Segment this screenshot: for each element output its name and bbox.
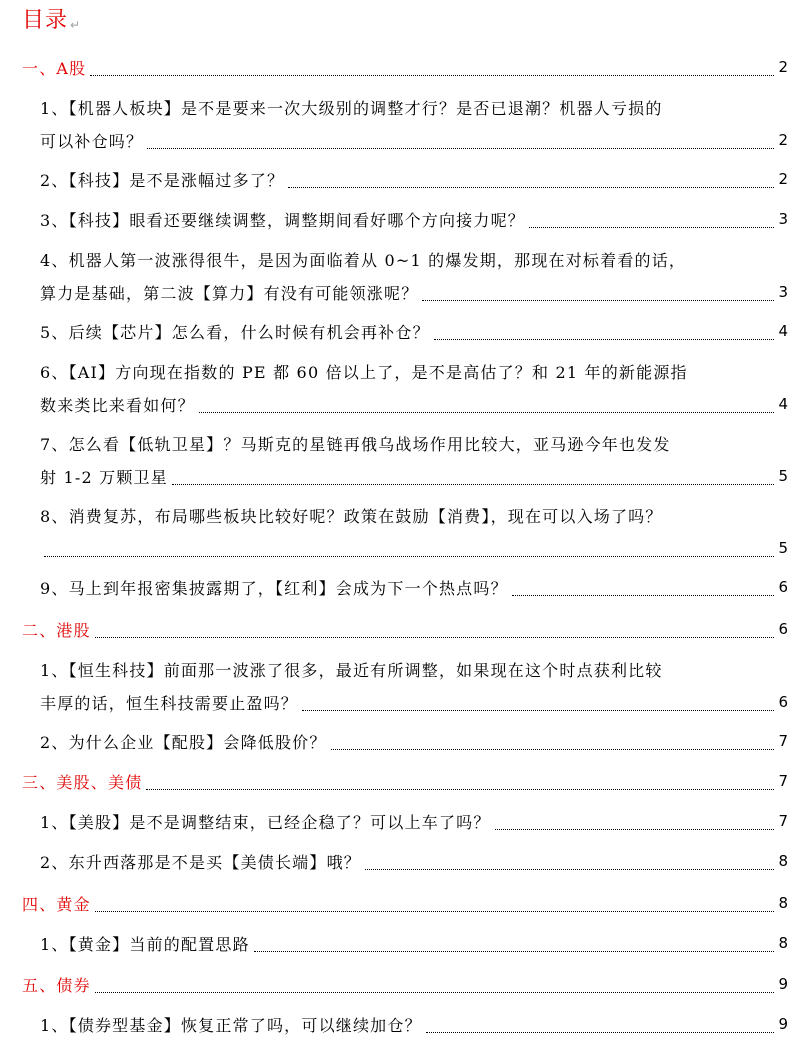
dot-leader xyxy=(434,339,775,340)
page-number: 8 xyxy=(778,852,788,870)
item-text: 1、【黄金】当前的配置思路 xyxy=(40,935,250,954)
dot-leader xyxy=(495,829,775,830)
item-text: 3、【科技】眼看还要继续调整，调整期间看好哪个方向接力呢？ xyxy=(40,211,525,230)
dot-leader xyxy=(426,1032,775,1033)
dot-leader xyxy=(331,749,775,750)
item-text: 2、东升西落那是不是买【美债长端】哦？ xyxy=(40,853,361,872)
toc-item[interactable] xyxy=(40,654,788,720)
item-text-line1: 1、【机器人板块】是不是要来一次大级别的调整才行？是否已退潮？机器人亏损的 xyxy=(40,99,663,118)
item-text-line1: 8、消费复苏，布局哪些板块比较好呢？政策在鼓励【消费】，现在可以入场了吗？ xyxy=(40,507,663,526)
dot-leader xyxy=(44,556,774,557)
toc-item[interactable] xyxy=(40,928,788,961)
dot-leader xyxy=(95,911,775,912)
item-text-line1: 6、【AI】方向现在指数的 PE 都 60 倍以上了，是不是高估了？和 21 年的新能源指 xyxy=(40,363,688,382)
item-text: 9、马上到年报密集披露期了，【红利】会成为下一个热点吗？ xyxy=(40,579,508,598)
toc-item[interactable] xyxy=(40,572,788,605)
toc-item[interactable] xyxy=(40,356,788,422)
dot-leader xyxy=(146,789,774,790)
toc-item[interactable] xyxy=(40,1009,788,1042)
item-text-line1: 4、机器人第一波涨得很牛，是因为面临着从 0~1 的爆发期，那现在对标着看的话， xyxy=(40,251,687,270)
page-number: 4 xyxy=(778,395,788,413)
toc-item[interactable] xyxy=(40,726,788,759)
page-number: 9 xyxy=(778,975,788,993)
item-text-line2: 数来类比来看如何？ xyxy=(40,396,195,415)
item-text: 1、【美股】是不是调整结束，已经企稳了？可以上车了吗？ xyxy=(40,813,491,832)
dot-leader xyxy=(199,412,775,413)
paragraph-mark-icon: ↵ xyxy=(70,18,82,32)
item-text-line2: 丰厚的话，恒生科技需要止盈吗？ xyxy=(40,694,299,713)
page-number: 7 xyxy=(778,772,788,790)
page-number: 5 xyxy=(778,539,788,557)
toc-title xyxy=(22,6,81,40)
dot-leader xyxy=(172,484,775,485)
toc-item[interactable] xyxy=(40,500,788,566)
dot-leader xyxy=(422,300,774,301)
item-text-line1: 7、怎么看【低轨卫星】？马斯克的星链再俄乌战场作用比较大，亚马逊今年也发发 xyxy=(40,435,671,454)
page-number: 2 xyxy=(778,131,788,149)
page-number: 6 xyxy=(778,620,788,638)
section-label: 三、美股、美债 xyxy=(22,773,143,792)
dot-leader xyxy=(147,148,774,149)
toc-item[interactable] xyxy=(40,204,788,237)
toc-section-bonds[interactable] xyxy=(22,969,788,1002)
toc-title-text: 目录 xyxy=(22,8,69,33)
page-number: 7 xyxy=(778,732,788,750)
toc-item[interactable] xyxy=(40,316,788,349)
item-text-line2: 可以补仓吗？ xyxy=(40,132,144,151)
toc-item[interactable] xyxy=(40,92,788,158)
dot-leader xyxy=(302,710,774,711)
page-number: 3 xyxy=(778,283,788,301)
item-text-line2: 算力是基础，第二波【算力】有没有可能领涨呢？ xyxy=(40,284,419,303)
page-number: 7 xyxy=(778,812,788,830)
section-label: 五、债券 xyxy=(22,976,91,995)
toc-item[interactable] xyxy=(40,428,788,494)
item-text-line2: 射 1-2 万颗卫星 xyxy=(40,468,168,487)
toc-section-gold[interactable] xyxy=(22,888,788,921)
dot-leader xyxy=(254,951,775,952)
page-number: 6 xyxy=(778,578,788,596)
page-number: 9 xyxy=(778,1015,788,1033)
dot-leader xyxy=(95,637,775,638)
page-number: 2 xyxy=(778,170,788,188)
page-number: 6 xyxy=(778,693,788,711)
section-label: 二、港股 xyxy=(22,621,91,640)
item-text: 2、【科技】是不是涨幅过多了？ xyxy=(40,171,285,190)
toc-item[interactable] xyxy=(40,164,788,197)
item-text: 1、【债券型基金】恢复正常了吗，可以继续加仓？ xyxy=(40,1016,422,1035)
section-label: 一、A股 xyxy=(22,59,87,78)
toc-item[interactable] xyxy=(40,806,788,839)
page-number: 5 xyxy=(778,467,788,485)
toc-item[interactable] xyxy=(40,846,788,879)
dot-leader xyxy=(90,75,774,76)
page-number: 8 xyxy=(778,894,788,912)
section-label: 四、黄金 xyxy=(22,895,91,914)
page-number: 2 xyxy=(778,58,788,76)
page-number: 3 xyxy=(778,210,788,228)
page-number: 8 xyxy=(778,934,788,952)
toc-section-us-stocks-bonds[interactable] xyxy=(22,766,788,799)
dot-leader xyxy=(288,187,774,188)
dot-leader xyxy=(365,869,774,870)
dot-leader xyxy=(512,595,775,596)
item-text: 5、后续【芯片】怎么看，什么时候有机会再补仓？ xyxy=(40,323,430,342)
dot-leader xyxy=(529,227,774,228)
toc-section-hk-shares[interactable] xyxy=(22,614,788,647)
dot-leader xyxy=(95,992,775,993)
toc-item[interactable] xyxy=(40,244,788,310)
page-number: 4 xyxy=(778,322,788,340)
item-text-line1: 1、【恒生科技】前面那一波涨了很多，最近有所调整，如果现在这个时点获利比较 xyxy=(40,661,663,680)
item-text: 2、为什么企业【配股】会降低股价？ xyxy=(40,733,327,752)
toc-section-a-shares[interactable] xyxy=(22,52,788,85)
